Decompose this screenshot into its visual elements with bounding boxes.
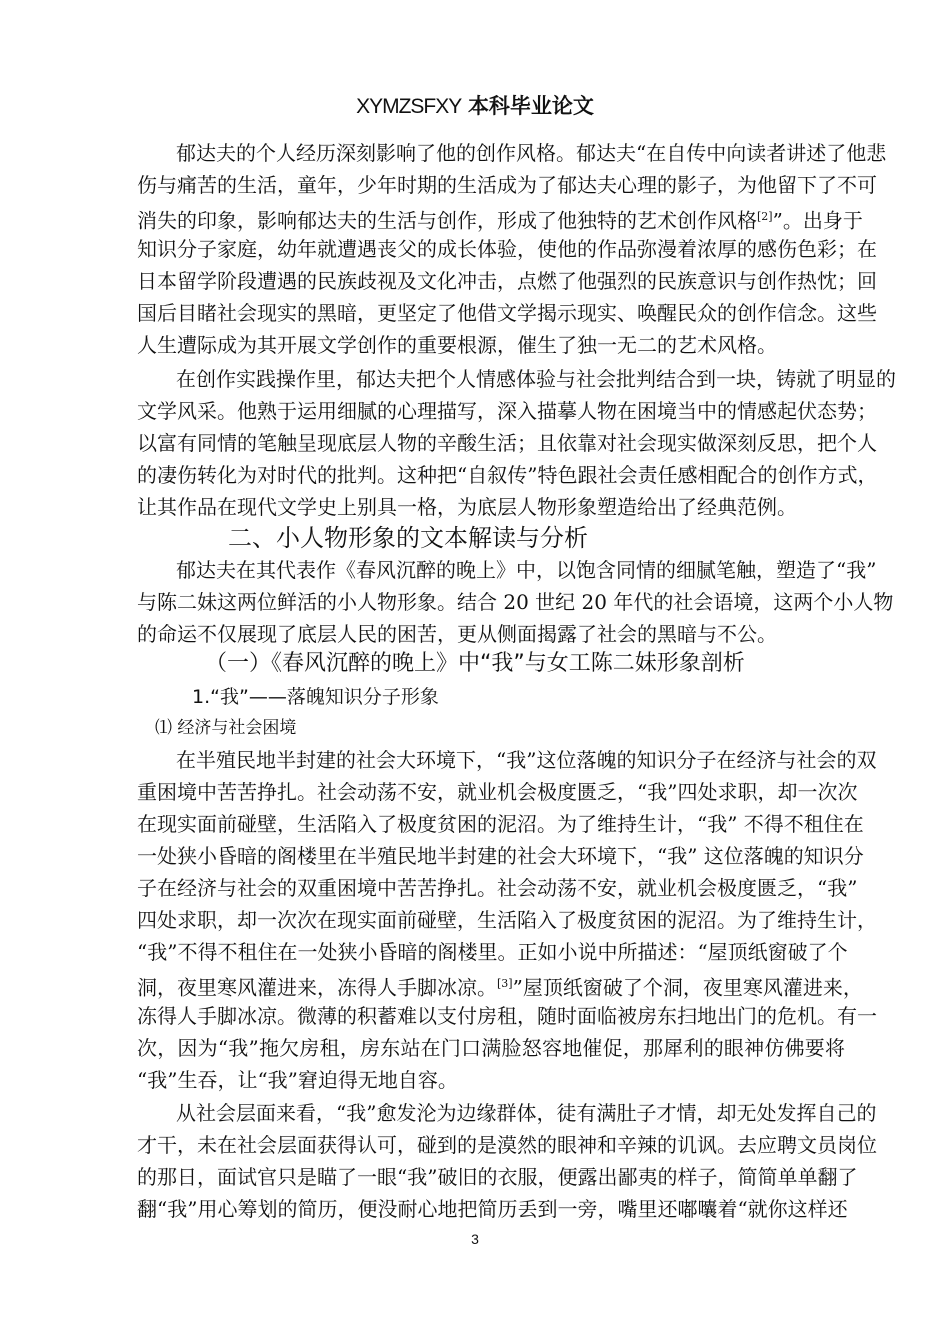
page-number: 3	[471, 1231, 479, 1247]
paragraph-line: 从社会层面来看，“我”愈发沦为边缘群体，徒有满肚子才情，却无处发挥自己的	[176, 1101, 877, 1125]
paragraph-line: 一处狭小昏暗的阁楼里在半殖民地半封建的社会大环境下，“我” 这位落魄的知识分	[137, 844, 864, 868]
point-heading: ⑴ 经济与社会困境	[155, 718, 297, 738]
header-code: XYMZSFXY	[356, 95, 462, 118]
paragraph-line: 四处求职，却一次次在现实面前碰壁，生活陷入了极度贫困的泥沼。为了维持生计，	[137, 908, 877, 932]
paragraph-line: 让其作品在现代文学史上别具一格，为底层人物形象塑造给出了经典范例。	[137, 495, 797, 519]
paragraph-line: 的凄伤转化为对时代的批判。这种把“自叙传”特色跟社会责任感相配合的创作方式，	[137, 463, 878, 487]
paragraph-line: 日本留学阶段遭遇的民族歧视及文化冲击，点燃了他强烈的民族意识与创作热忱；回	[137, 269, 877, 293]
header-title: 本科毕业论文	[467, 94, 594, 118]
paragraph-line: “我”生吞，让“我”窘迫得无地自容。	[137, 1068, 458, 1092]
paragraph-line: 知识分子家庭，幼年就遭遇丧父的成长体验，使他的作品弥漫着浓厚的感伤色彩；在	[137, 237, 877, 261]
paragraph-line: 与陈二妹这两位鲜活的小人物形象。结合 20 世纪 20 年代的社会语境，这两个小人物	[137, 590, 894, 614]
paragraph-line: 在现实面前碰壁，生活陷入了极度贫困的泥沼。为了维持生计，“我” 不得不租住在	[137, 812, 864, 836]
citation-marker: [3]	[497, 977, 513, 990]
paragraph-line: 消失的印象，影响郁达夫的生活与创作，形成了他独特的艺术创作风格[2]”。出身于	[137, 208, 863, 233]
paragraph-line: 以富有同情的笔触呈现底层人物的辛酸生活；且依靠对社会现实做深刻反思，把个人	[137, 431, 877, 455]
paragraph-line: 的命运不仅展现了底层人民的困苦，更从侧面揭露了社会的黑暗与不公。	[137, 622, 777, 646]
page-header	[0, 90, 950, 120]
paragraph-line: 翻“我”用心筹划的简历，便没耐心地把简历丢到一旁，嘴里还嘟囔着“就你这样还	[137, 1197, 848, 1221]
paragraph-line: 子在经济与社会的双重困境中苦苦挣扎。社会动荡不安，就业机会极度匮乏，“我”	[137, 876, 858, 900]
paragraph-line: 洞，夜里寒风灌进来，冻得人手脚冰凉。[3]”屋顶纸窗破了个洞，夜里寒风灌进来，	[137, 975, 863, 1000]
subsubsection-heading: 1.“我”——落魄知识分子形象	[192, 686, 439, 708]
paragraph-line: 国后目睹社会现实的黑暗，更坚定了他借文学揭示现实、唤醒民众的创作信念。这些	[137, 301, 877, 325]
paragraph-line: 郁达夫在其代表作《春风沉醉的晚上》中，以饱含同情的细腻笔触，塑造了“我”	[176, 558, 877, 582]
paragraph-line: 郁达夫的个人经历深刻影响了他的创作风格。郁达夫“在自传中向读者讲述了他悲	[176, 141, 887, 165]
paragraph-line: 冻得人手脚冰凉。微薄的积蓄难以支付房租，随时面临被房东扫地出门的危机。有一	[137, 1004, 877, 1028]
paragraph-line: 次，因为“我”拖欠房租，房东站在门口满脸怒容地催促，那犀利的眼神仿佛要将	[137, 1036, 845, 1060]
paragraph-line: 才干，未在社会层面获得认可，碰到的是漠然的眼神和辛辣的讥讽。去应聘文员岗位	[137, 1133, 877, 1157]
paragraph-line: 伤与痛苦的生活，童年，少年时期的生活成为了郁达夫心理的影子，为他留下了不可	[137, 173, 877, 197]
paragraph-line: 重困境中苦苦挣扎。社会动荡不安，就业机会极度匮乏，“我”四处求职，却一次次	[137, 780, 858, 804]
paragraph-line: 在半殖民地半封建的社会大环境下，“我”这位落魄的知识分子在经济与社会的双	[176, 748, 877, 772]
paragraph-line: 的那日，面试官只是瞄了一眼“我”破旧的衣服，便露出鄙夷的样子，简简单单翻了	[137, 1165, 858, 1189]
paragraph-line: 在创作实践操作里，郁达夫把个人情感体验与社会批判结合到一块，铸就了明显的	[176, 367, 896, 391]
paragraph-line: “我”不得不租住在一处狭小昏暗的阁楼里。正如小说中所描述：“屋顶纸窗破了个	[137, 940, 848, 964]
paragraph-line: 文学风采。他熟于运用细腻的心理描写，深入描摹人物在困境当中的情感起伏态势；	[137, 399, 877, 423]
paragraph-line: 人生遭际成为其开展文学创作的重要根源，催生了独一无二的艺术风格。	[137, 333, 777, 357]
subsection-heading: （一）《春风沉醉的晚上》中“我”与女工陈二妹形象剖析	[205, 651, 745, 676]
section-heading: 二、小人物形象的文本解读与分析	[228, 524, 588, 552]
citation-marker: [2]	[757, 210, 773, 223]
